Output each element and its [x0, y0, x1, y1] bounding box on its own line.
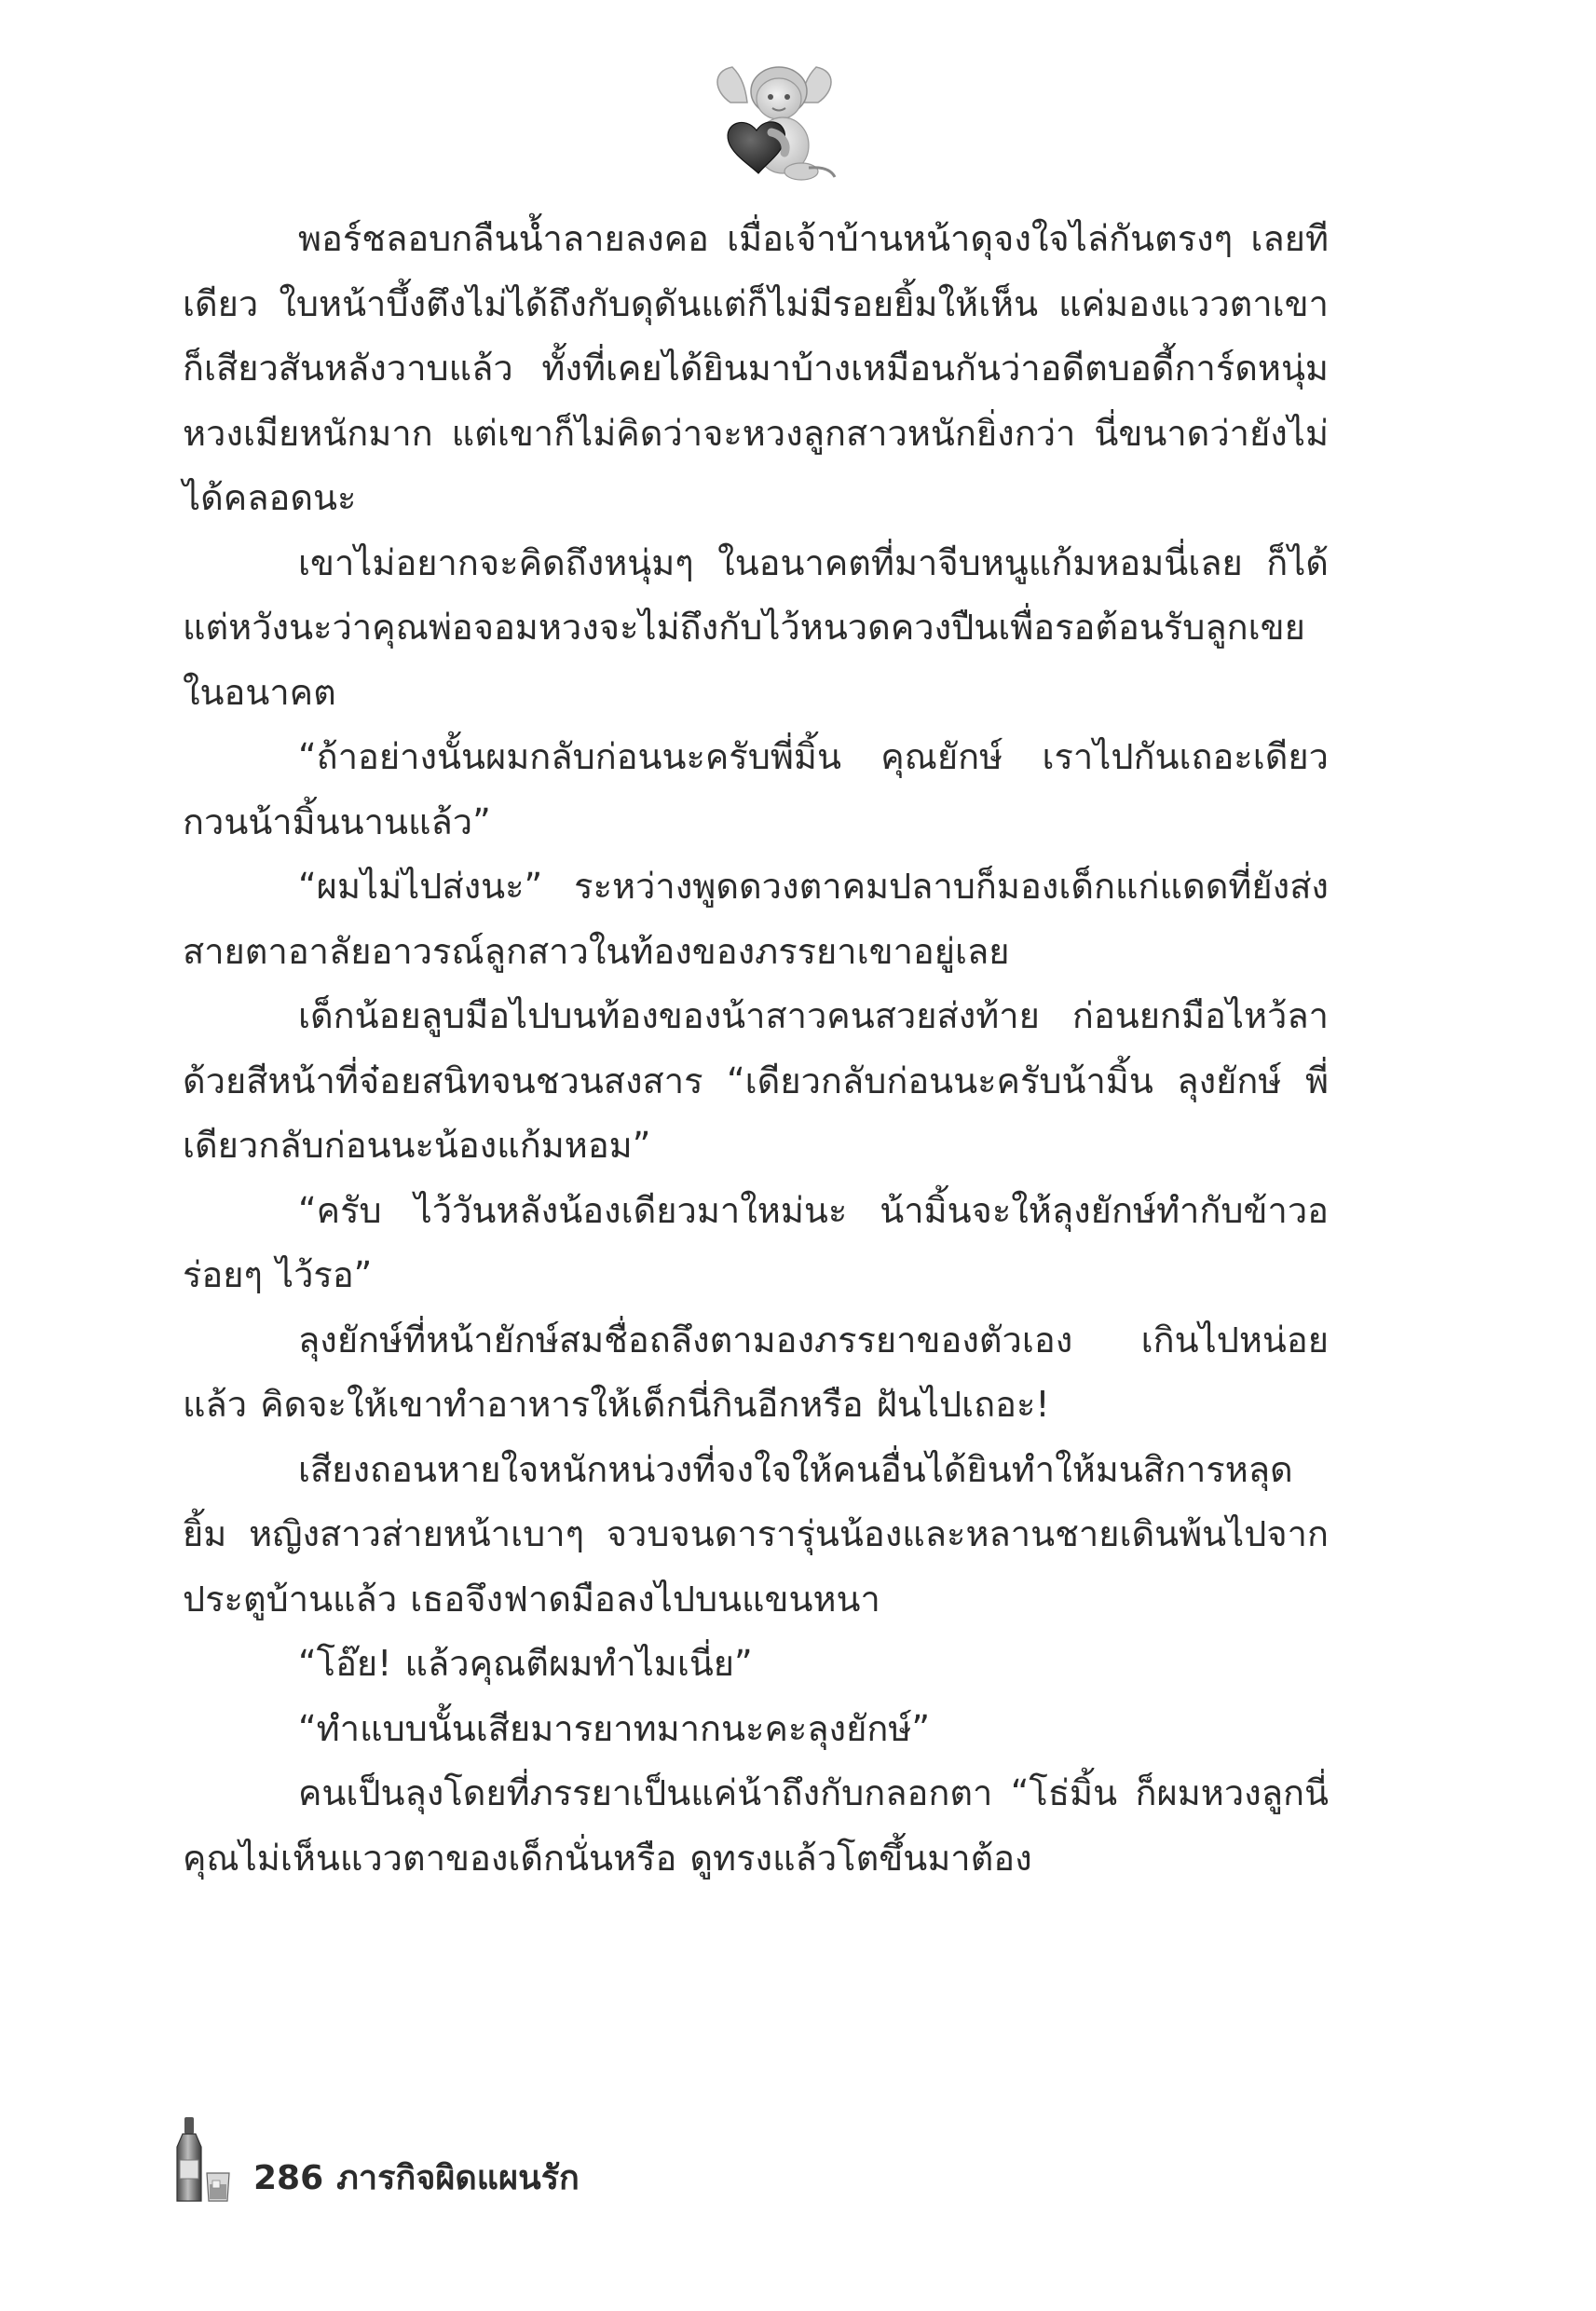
- page-footer: [173, 2115, 732, 2208]
- cupid-heart-icon: [704, 54, 844, 194]
- paragraph: “ถ้าอย่างนั้นผมกลับก่อนนะครับพี่มิ้น คุณยักษ์ เราไปกันเถอะเดียว กวนน้ามิ้นนานแล้ว”: [183, 736, 1329, 842]
- paragraph: เด็กน้อยลูบมือไปบนท้องของน้าสาวคนสวยส่งท้าย ก่อนยกมือไหว้ลาด้วยสีหน้าที่จ๋อยสนิทจนชวนสงสาร “เดียวกลับก่อนนะครับน้ามิ้น ลุงยักษ์ พี่เดียวกลับก่อนนะน้องแก้มหอม”: [183, 995, 1329, 1166]
- paragraph: “ทำแบบนั้นเสียมารยาทมากนะคะลุงยักษ์”: [298, 1707, 931, 1749]
- story-text: [183, 207, 1329, 1891]
- paragraph: เขาไม่อยากจะคิดถึงหนุ่มๆ ในอนาคตที่มาจีบหนูแก้มหอมนี่เลย ก็ได้แต่หวังนะว่าคุณพ่อจอมหวงจะไม่ถึงกับไว้หนวดควงปืนเพื่อรอต้อนรับลูกเขยในอนาคต: [183, 541, 1329, 713]
- footer-text: [253, 2151, 580, 2204]
- page-number: 286: [253, 2159, 324, 2197]
- paragraph: พอร์ชลอบกลืนน้ำลายลงคอ เมื่อเจ้าบ้านหน้าดุจงใจไล่กันตรงๆ เลยทีเดียว ใบหน้าบึ้งตึงไม่ได้ถึงกับดุดันแต่ก็ไม่มีรอยยิ้มให้เห็น แค่มองแววตาเขาก็เสียวสันหลังวาบแล้ว ทั้งที่เคยได้ยินมาบ้างเหมือนกันว่าอดีตบอดี้การ์ดหนุ่มหวงเมียหนักมาก แต่เขาก็ไม่คิดว่าจะหวงลูกสาวหนักยิ่งกว่า นี่ขนาดว่ายังไม่ได้คลอดนะ: [183, 218, 1329, 518]
- paragraph: คนเป็นลุงโดยที่ภรรยาเป็นแค่น้าถึงกับกลอกตา “โธ่มิ้น ก็ผมหวงลูกนี่ คุณไม่เห็นแววตาของเด็กนั่นหรือ ดูทรงแล้วโตขึ้นมาต้อง: [183, 1772, 1329, 1879]
- bottle-glass-icon: [173, 2115, 235, 2205]
- paragraph: “ผมไม่ไปส่งนะ” ระหว่างพูดดวงตาคมปลาบก็มองเด็กแก่แดดที่ยังส่งสายตาอาลัยอาวรณ์ลูกสาวในท้องของภรรยาเขาอยู่เลย: [183, 866, 1329, 972]
- paragraph: ลุงยักษ์ที่หน้ายักษ์สมชื่อถลึงตามองภรรยาของตัวเอง เกินไปหน่อยแล้ว คิดจะให้เขาทำอาหารให้เด็กนี่กินอีกหรือ ฝันไปเถอะ!: [183, 1319, 1329, 1425]
- book-title: ภารกิจผิดแผนรัก: [336, 2159, 580, 2197]
- paragraph: “ครับ ไว้วันหลังน้องเดียวมาใหม่นะ น้ามิ้นจะให้ลุงยักษ์ทำกับข้าวอร่อยๆ ไว้รอ”: [183, 1189, 1329, 1295]
- paragraph: “โอ๊ย! แล้วคุณตีผมทำไมเนี่ย”: [298, 1643, 753, 1684]
- paragraph: เสียงถอนหายใจหนักหน่วงที่จงใจให้คนอื่นได้ยินทำให้มนสิการหลุดยิ้ม หญิงสาวส่ายหน้าเบาๆ จวบจนดารารุ่นน้องและหลานชายเดินพ้นไปจากประตูบ้านแล้ว เธอจึงฟาดมือลงไปบนแขนหนา: [183, 1448, 1329, 1620]
